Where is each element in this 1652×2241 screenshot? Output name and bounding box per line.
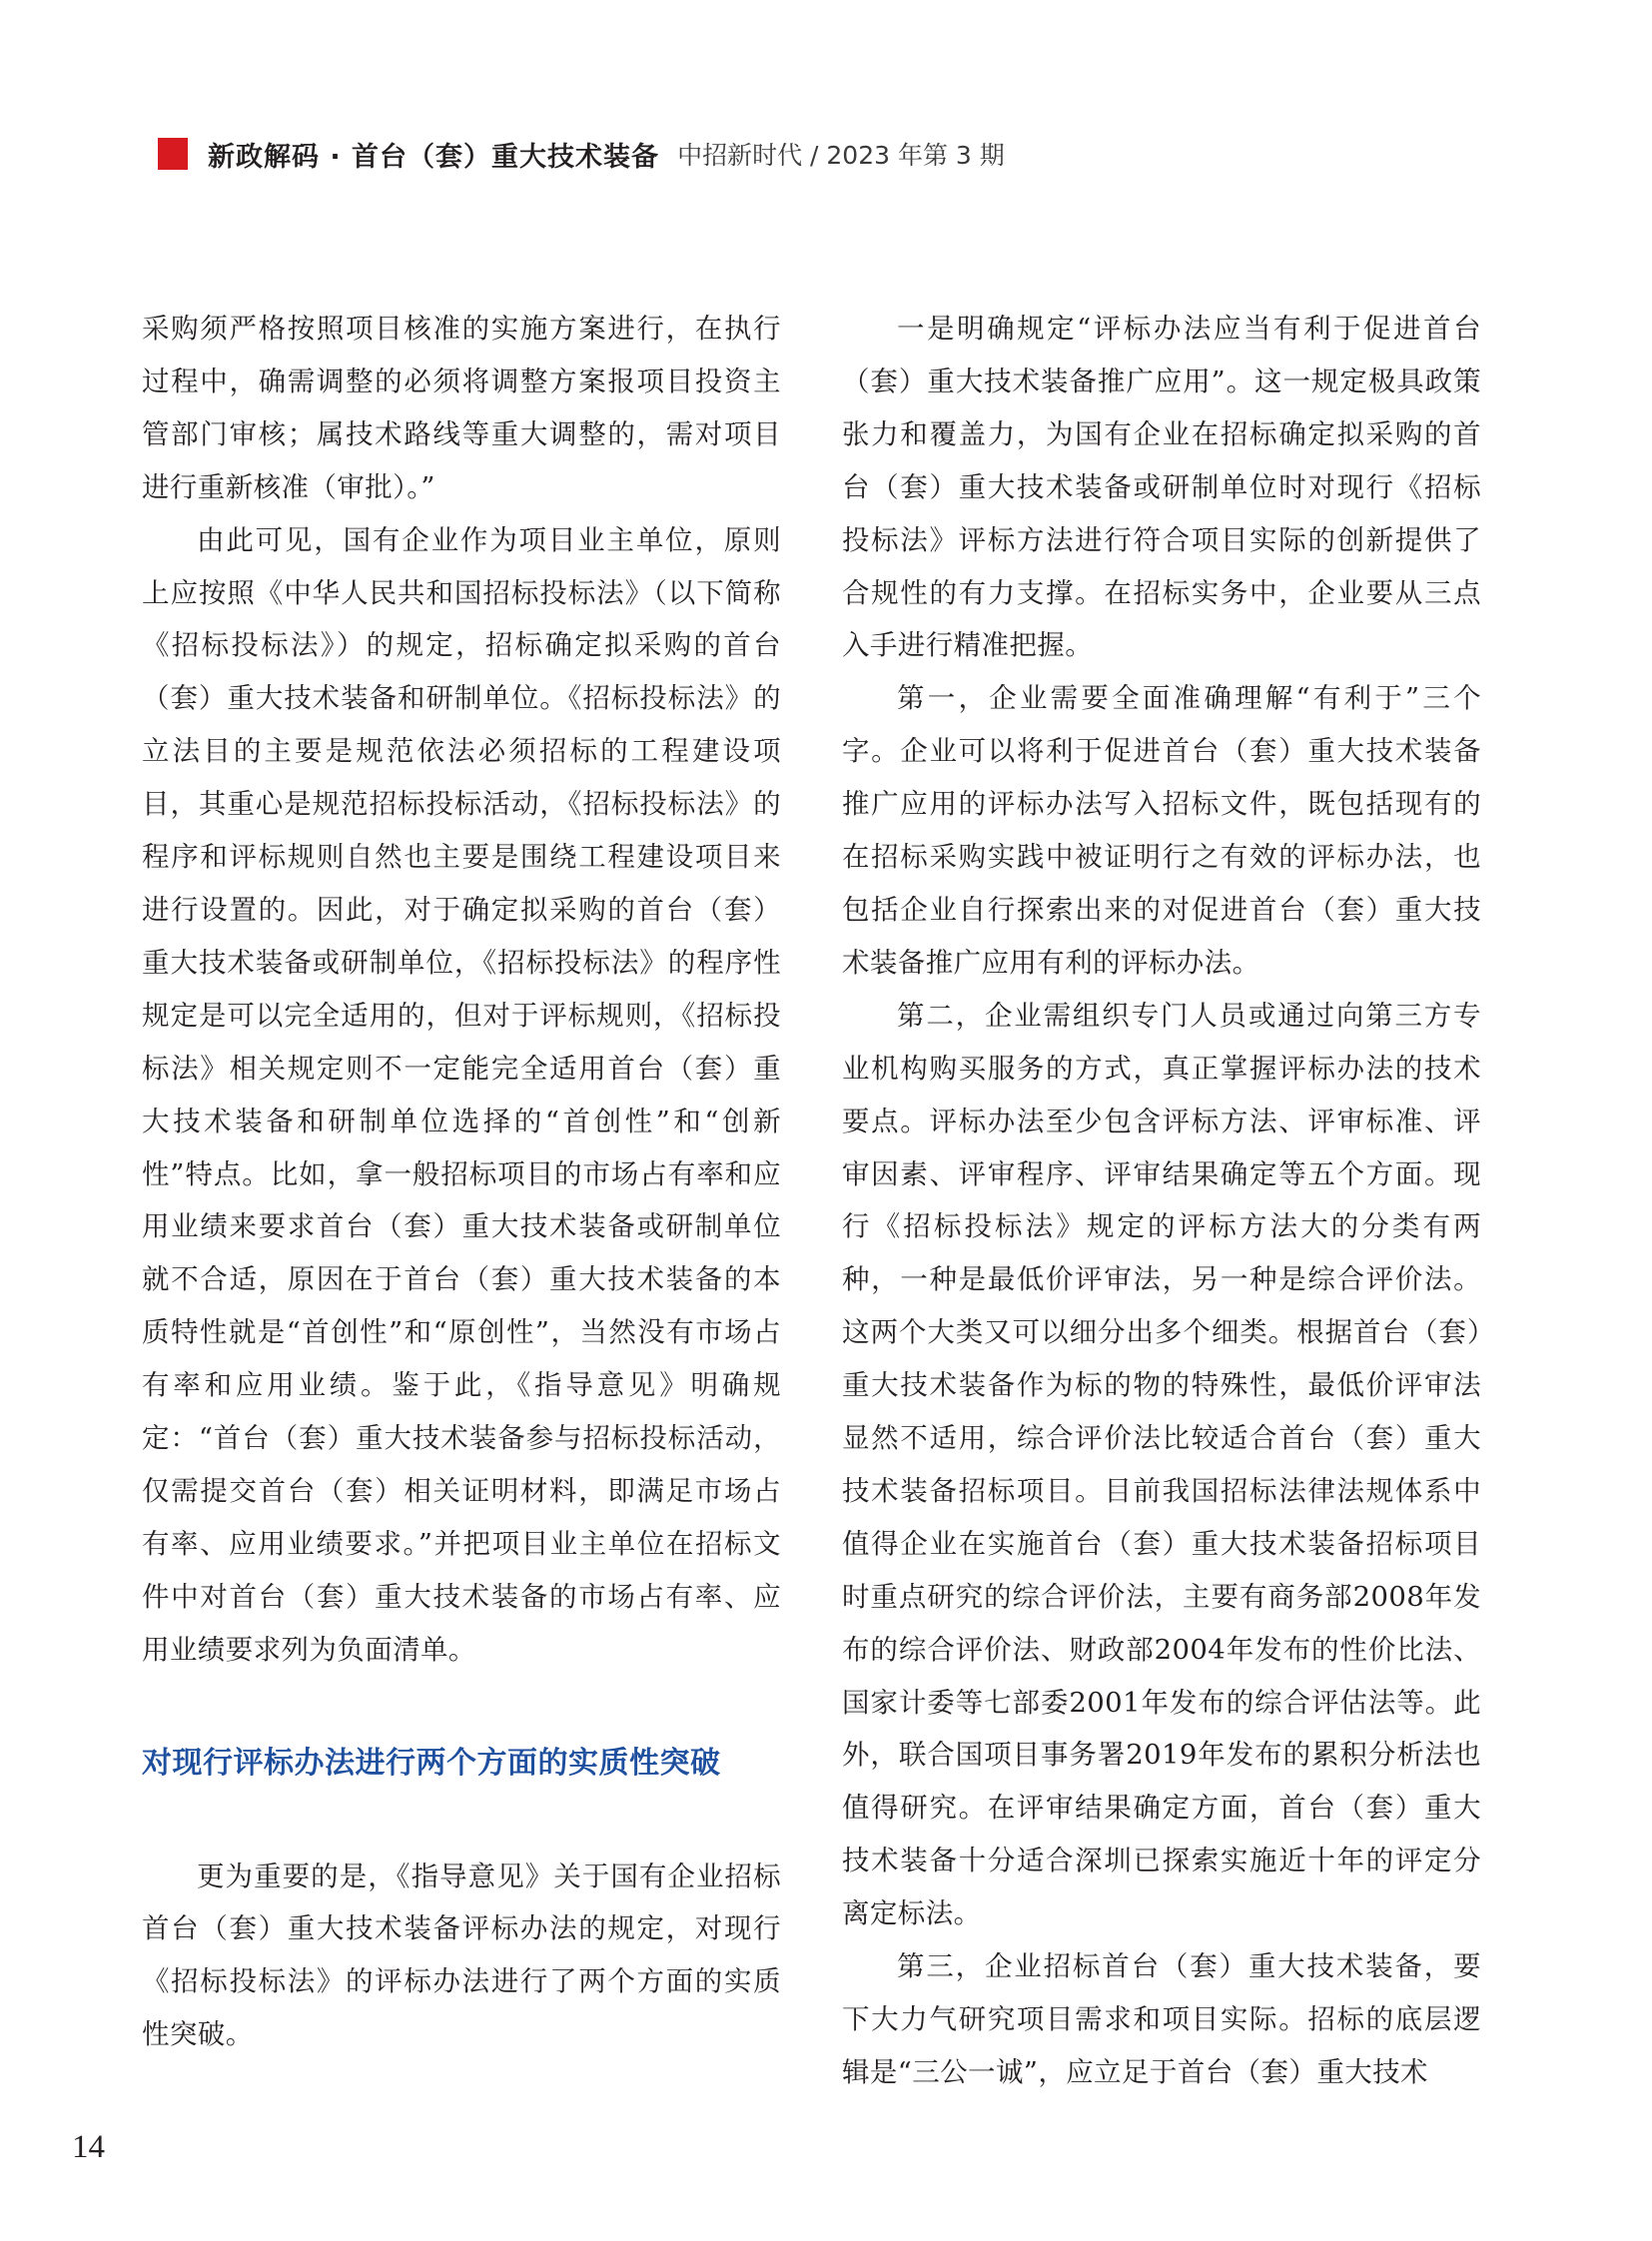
paragraph: 采购须严格按照项目核准的实施方案进行，在执行过程中，确需调整的必须将调整方案报项目投资主管部门审核；属技术路线等重大调整的，需对项目进行重新核准（审批）。” — [142, 313, 781, 503]
paragraph: 一是明确规定“评标办法应当有利于促进首台（套）重大技术装备推广应用”。这一规定极具政策张力和覆盖力，为国有企业在招标确定拟采购的首台（套）重大技术装备或研制单位时对现行《招标投标法》评标方法进行符合项目实际的创新提供了合规性的有力支撑。在招标实务中，企业要从三点入手进行精准把握。 — [842, 313, 1481, 662]
paragraph: 第二，企业需组织专门人员或通过向第三方专业机构购买服务的方式，真正掌握评标办法的技术要点。评标办法至少包含评标方法、评审标准、评审因素、评审程序、评审结果确定等五个方面。现行《招标投标法》规定的评标方法大的分类有两种，一种是最低价评审法，另一种是综合评价法。这两个大类又可以细分出多个细类。根据首台（套）重大技术装备作为标的物的特殊性，最低价评审法显然不适用，综合评价法比较适合首台（套）重大技术装备招标项目。目前我国招标法律法规体系中值得企业在实施首台（套）重大技术装备招标项目时重点研究的综合评价法，主要有商务部2008年发布的综合评价法、财政部2004年发布的性价比法、国家计委等七部委2001年发布的综合评估法等。此外，联合国项目事务署2019年发布的累积分析法也值得研究。在评审结果确定方面，首台（套）重大技术装备十分适合深圳已探索实施近十年的评定分离定标法。 — [842, 999, 1481, 1930]
right-column — [842, 303, 1481, 2099]
page-number: 14 — [72, 2129, 105, 2165]
paragraph: 由此可见，国有企业作为项目业主单位，原则上应按照《中华人民共和国招标投标法》（以下简称《招标投标法》）的规定，招标确定拟采购的首台（套）重大技术装备和研制单位。《招标投标法》的立法目的主要是规范依法必须招标的工程建设项目，其重心是规范招标投标活动，《招标投标法》的程序和评标规则自然也主要是围绕工程建设项目来进行设置的。因此，对于确定拟采购的首台（套）重大技术装备或研制单位，《招标投标法》的程序性规定是可以完全适用的，但对于评标规则，《招标投标法》相关规定则不一定能完全适用首台（套）重大技术装备和研制单位选择的“首创性”和“创新性”特点。比如，拿一般招标项目的市场占有率和应用业绩来要求首台（套）重大技术装备或研制单位就不合适，原因在于首台（套）重大技术装备的本质特性就是“首创性”和“原创性”，当然没有市场占有率和应用业绩。鉴于此，《指导意见》明确规定：“首台（套）重大技术装备参与招标投标活动，仅需提交首台（套）相关证明材料，即满足市场占有率、应用业绩要求。”并把项目业主单位在招标文件中对首台（套）重大技术装备的市场占有率、应用业绩要求列为负面清单。 — [142, 523, 781, 1666]
red-square-mark — [158, 138, 188, 170]
section-title: 新政解码 · 首台（套）重大技术装备 — [208, 141, 660, 173]
issue-info: 中招新时代 / 2023 年第 3 期 — [677, 141, 1005, 170]
running-header — [158, 134, 1005, 174]
paragraph: 更为重要的是，《指导意见》关于国有企业招标首台（套）重大技术装备评标办法的规定，对现行《招标投标法》的评标办法进行了两个方面的实质性突破。 — [142, 1860, 781, 2051]
section-heading: 对现行评标办法进行两个方面的实质性突破 — [142, 1745, 721, 1781]
paragraph: 第三，企业招标首台（套）重大技术装备，要下大力气研究项目需求和项目实际。招标的底层逻辑是“三公一诚”，应立足于首台（套）重大技术 — [842, 1950, 1481, 2088]
left-column — [142, 303, 781, 2061]
paragraph: 第一，企业需要全面准确理解“有利于”三个字。企业可以将利于促进首台（套）重大技术装备推广应用的评标办法写入招标文件，既包括现有的在招标采购实践中被证明行之有效的评标办法，也包括企业自行探索出来的对促进首台（套）重大技术装备推广应用有利的评标办法。 — [842, 682, 1481, 979]
